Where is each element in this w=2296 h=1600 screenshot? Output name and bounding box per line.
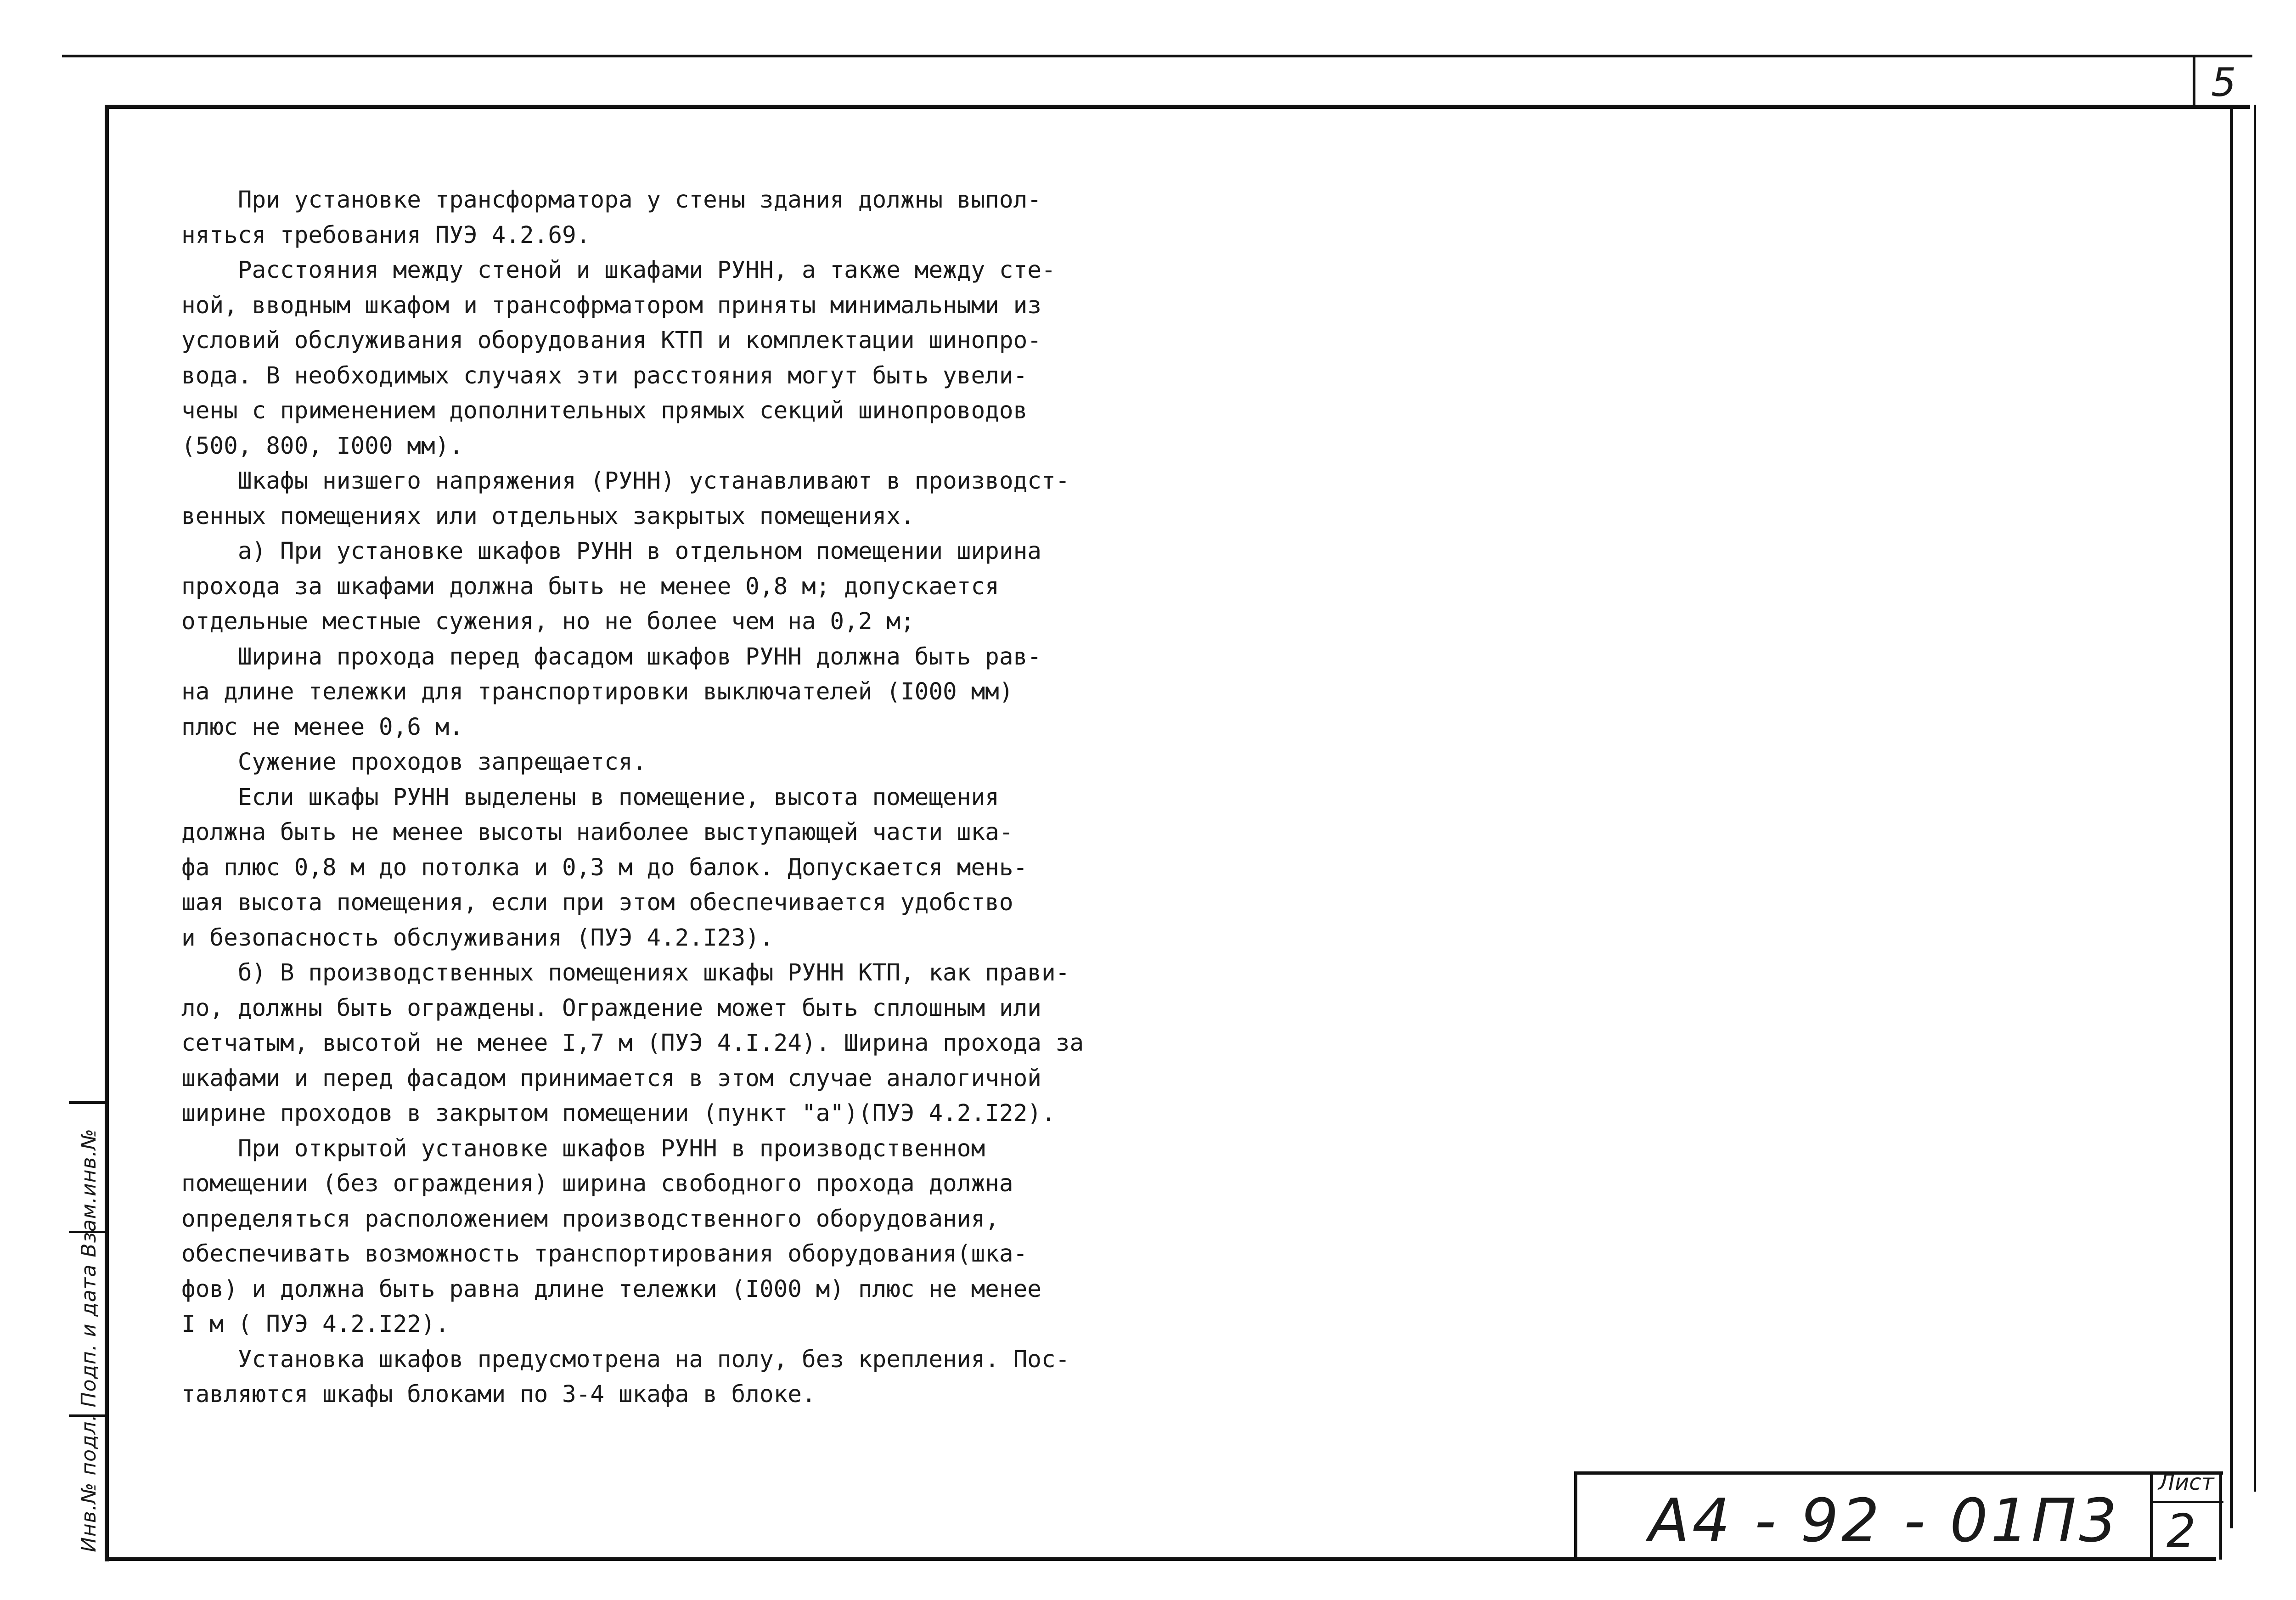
frame-outer-right-border xyxy=(2254,105,2256,1492)
text-line: шкафами и перед фасадом принимается в этом случае аналогичной xyxy=(181,1065,1041,1092)
sheet-cell-left-border xyxy=(2150,1471,2153,1560)
sheet-cell-right-border xyxy=(2219,1471,2222,1560)
sheet-number: 2 xyxy=(2167,1504,2196,1558)
text-line: сетчатым, высотой не менее I,7 м (ПУЭ 4.I.24). Ширина прохода за xyxy=(181,1030,1084,1057)
text-line: вода. В необходимых случаях эти расстояния могут быть увели- xyxy=(181,362,1028,389)
text-line: венных помещениях или отдельных закрытых помещениях. xyxy=(181,502,915,530)
text-line: I м ( ПУЭ 4.2.I22). xyxy=(181,1311,450,1338)
title-block-left-border xyxy=(1574,1471,1577,1560)
text-line: на длине тележки для транспортировки выключателей (I000 мм) xyxy=(181,678,1013,705)
text-line: помещении (без ограждения) ширина свободного прохода должна xyxy=(181,1170,1013,1197)
sheet-cell-divider xyxy=(2150,1501,2223,1503)
text-line: ло, должны быть ограждены. Ограждение может быть сплошным или xyxy=(181,994,1041,1022)
title-block-top-border xyxy=(1574,1471,2223,1475)
text-line: Установка шкафов предусмотрена на полу, без крепления. Пос- xyxy=(181,1346,1070,1373)
text-line: (500, 800, I000 мм). xyxy=(181,432,464,460)
margin-stamp-text: Инв.№ подл. Подп. и дата Взам.инв.№ xyxy=(77,1128,101,1552)
frame-top-border xyxy=(105,105,2250,109)
frame-bottom-border xyxy=(105,1557,2216,1561)
text-line: должна быть не менее высоты наиболее выступающей части шка- xyxy=(181,819,1013,846)
text-line: плюс не менее 0,6 м. xyxy=(181,713,464,741)
text-line: Сужение проходов запрещается. xyxy=(181,749,647,776)
page-number: 5 xyxy=(2211,60,2236,106)
text-line: При установке трансформатора у стены здания должны выпол- xyxy=(181,186,1041,214)
sheet-label: Лист xyxy=(2158,1470,2214,1495)
document-body xyxy=(181,183,1104,1413)
text-line: няться требования ПУЭ 4.2.69. xyxy=(181,221,591,249)
text-line: Расстояния между стеной и шкафами РУНН, а также между сте- xyxy=(181,257,1056,284)
text-line: Если шкафы РУНН выделены в помещение, высота помещения xyxy=(181,783,999,811)
text-line: а) При установке шкафов РУНН в отдельном помещении ширина xyxy=(181,538,1041,565)
text-line: Ширина прохода перед фасадом шкафов РУНН должна быть рав- xyxy=(181,643,1041,670)
frame-right-border xyxy=(2230,105,2233,1528)
text-line: шая высота помещения, если при этом обеспечивается удобство xyxy=(181,889,1013,916)
text-line: фов) и должна быть равна длине тележки (I000 м) плюс не менее xyxy=(181,1275,1041,1303)
text-line: ной, вводным шкафом и трансофрматором приняты минимальными из xyxy=(181,292,1041,319)
text-line: б) В производственных помещениях шкафы РУНН КТП, как прави- xyxy=(181,959,1070,986)
text-line: фа плюс 0,8 м до потолка и 0,3 м до балок. Допускается мень- xyxy=(181,854,1028,881)
text-line: прохода за шкафами должна быть не менее 0,8 м; допускается xyxy=(181,573,999,600)
document-code: А4 - 92 - 01П3 xyxy=(1649,1486,2120,1555)
top-rule xyxy=(62,55,2252,57)
text-line: обеспечивать возможность транспортирования оборудования(шка- xyxy=(181,1240,1028,1268)
text-line: тавляются шкафы блоками по 3-4 шкафа в блоке. xyxy=(181,1381,816,1408)
text-line: определяться расположением производственного оборудования, xyxy=(181,1205,999,1233)
text-line: чены с применением дополнительных прямых секций шинопроводов xyxy=(181,397,1028,424)
text-line: ширине проходов в закрытом помещении (пункт "а")(ПУЭ 4.2.I22). xyxy=(181,1100,1056,1127)
text-line: отдельные местные сужения, но не более чем на 0,2 м; xyxy=(181,608,915,635)
text-line: и безопасность обслуживания (ПУЭ 4.2.I23). xyxy=(181,924,774,952)
text-line: условий обслуживания оборудования КТП и комплектации шинопро- xyxy=(181,327,1041,354)
text-line: При открытой установке шкафов РУНН в производственном xyxy=(181,1135,985,1162)
text-line: Шкафы низшего напряжения (РУНН) устанавливают в производст- xyxy=(181,468,1070,495)
